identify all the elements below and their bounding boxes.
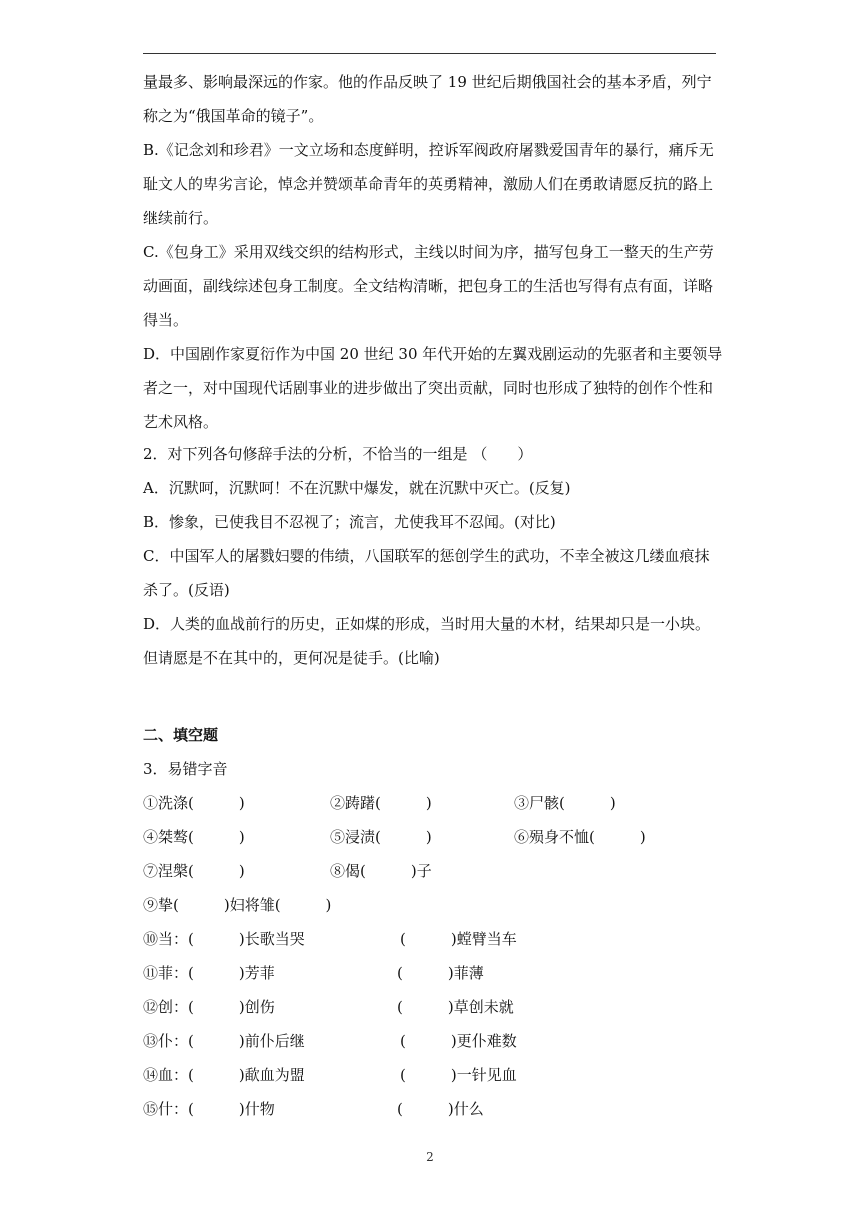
page-number: 2 [426, 1150, 434, 1164]
q3-item-10-second: ( )螳臂当车 [400, 930, 517, 948]
q3-item-4: ④桀骜( ) [143, 828, 245, 846]
q3-item-8: ⑧偈( )子 [330, 862, 432, 880]
q3-item-3: ③尸骸( ) [514, 794, 616, 812]
section-title: 二、填空题 [143, 726, 219, 744]
q3-item-1: ①洗涤( ) [143, 794, 245, 812]
option-b: B.《记念刘和珍君》一文立场和态度鲜明，控诉军阀政府屠戮爱国青年的暴行，痛斥无耻文人的卑劣言论，悼念并赞颂革命青年的英勇精神，激励人们在勇敢请愿反抗的路上继续前行。 [143, 141, 714, 227]
q3-item-5: ⑤浸渍( ) [330, 828, 432, 846]
q3-item-11-second: ( )菲薄 [397, 964, 484, 982]
question-3-stem: 3．易错字音 [143, 760, 228, 778]
option-c: C.《包身工》采用双线交织的结构形式，主线以时间为序，描写包身工一整天的生产劳动画面，副线综述包身工制度。全文结构清晰，把包身工的生活也写得有点有面，详略得当。 [143, 243, 714, 329]
q2-option-a: A．沉默呵，沉默呵！不在沉默中爆发，就在沉默中灭亡。(反复) [143, 479, 571, 497]
q3-item-14: ⑭血：( )歃血为盟 [143, 1066, 305, 1084]
q3-item-10: ⑩当：( )长歌当哭 [143, 930, 305, 948]
q2-option-d: D．人类的血战前行的历史，正如煤的形成，当时用大量的木材，结果却只是一小块。但请愿是不在其中的，更何况是徒手。(比喻) [143, 615, 711, 667]
q3-item-12: ⑫创：( )创伤 [143, 998, 275, 1016]
q2-option-c: C．中国军人的屠戮妇婴的伟绩，八国联军的惩创学生的武功，不幸全被这几缕血痕抹杀了。(反语) [143, 547, 710, 599]
q3-item-11: ⑪菲：( )芳菲 [143, 964, 275, 982]
option-a-continued: 量最多、影响最深远的作家。他的作品反映了 19 世纪后期俄国社会的基本矛盾，列宁称之为“俄国革命的镜子”。 [143, 73, 712, 125]
q3-item-14-second: ( )一针见血 [400, 1066, 517, 1084]
question-2-stem: 2．对下列各句修辞手法的分析，不恰当的一组是 （ ） [143, 445, 533, 463]
q3-item-6: ⑥殒身不恤( ) [514, 828, 646, 846]
q3-item-13-second: ( )更仆难数 [400, 1032, 517, 1050]
option-d: D．中国剧作家夏衍作为中国 20 世纪 30 年代开始的左翼戏剧运动的先驱者和主要领导者之一，对中国现代话剧事业的进步做出了突出贡献，同时也形成了独特的创作个性和艺术风格。 [143, 345, 723, 431]
q3-item-7: ⑦涅槃( ) [143, 862, 245, 880]
q2-option-b: B．惨象，已使我目不忍视了；流言，尤使我耳不忍闻。(对比) [143, 513, 556, 531]
q3-item-9: ⑨挚( )妇将雏( ) [143, 896, 332, 914]
q3-item-13: ⑬仆：( )前仆后继 [143, 1032, 305, 1050]
q3-item-2: ②踌躇( ) [330, 794, 432, 812]
q3-item-15: ⑮什：( )什物 [143, 1100, 275, 1118]
q3-item-15-second: ( )什么 [397, 1100, 484, 1118]
header-rule [143, 53, 716, 54]
q3-item-12-second: ( )草创未就 [397, 998, 514, 1016]
